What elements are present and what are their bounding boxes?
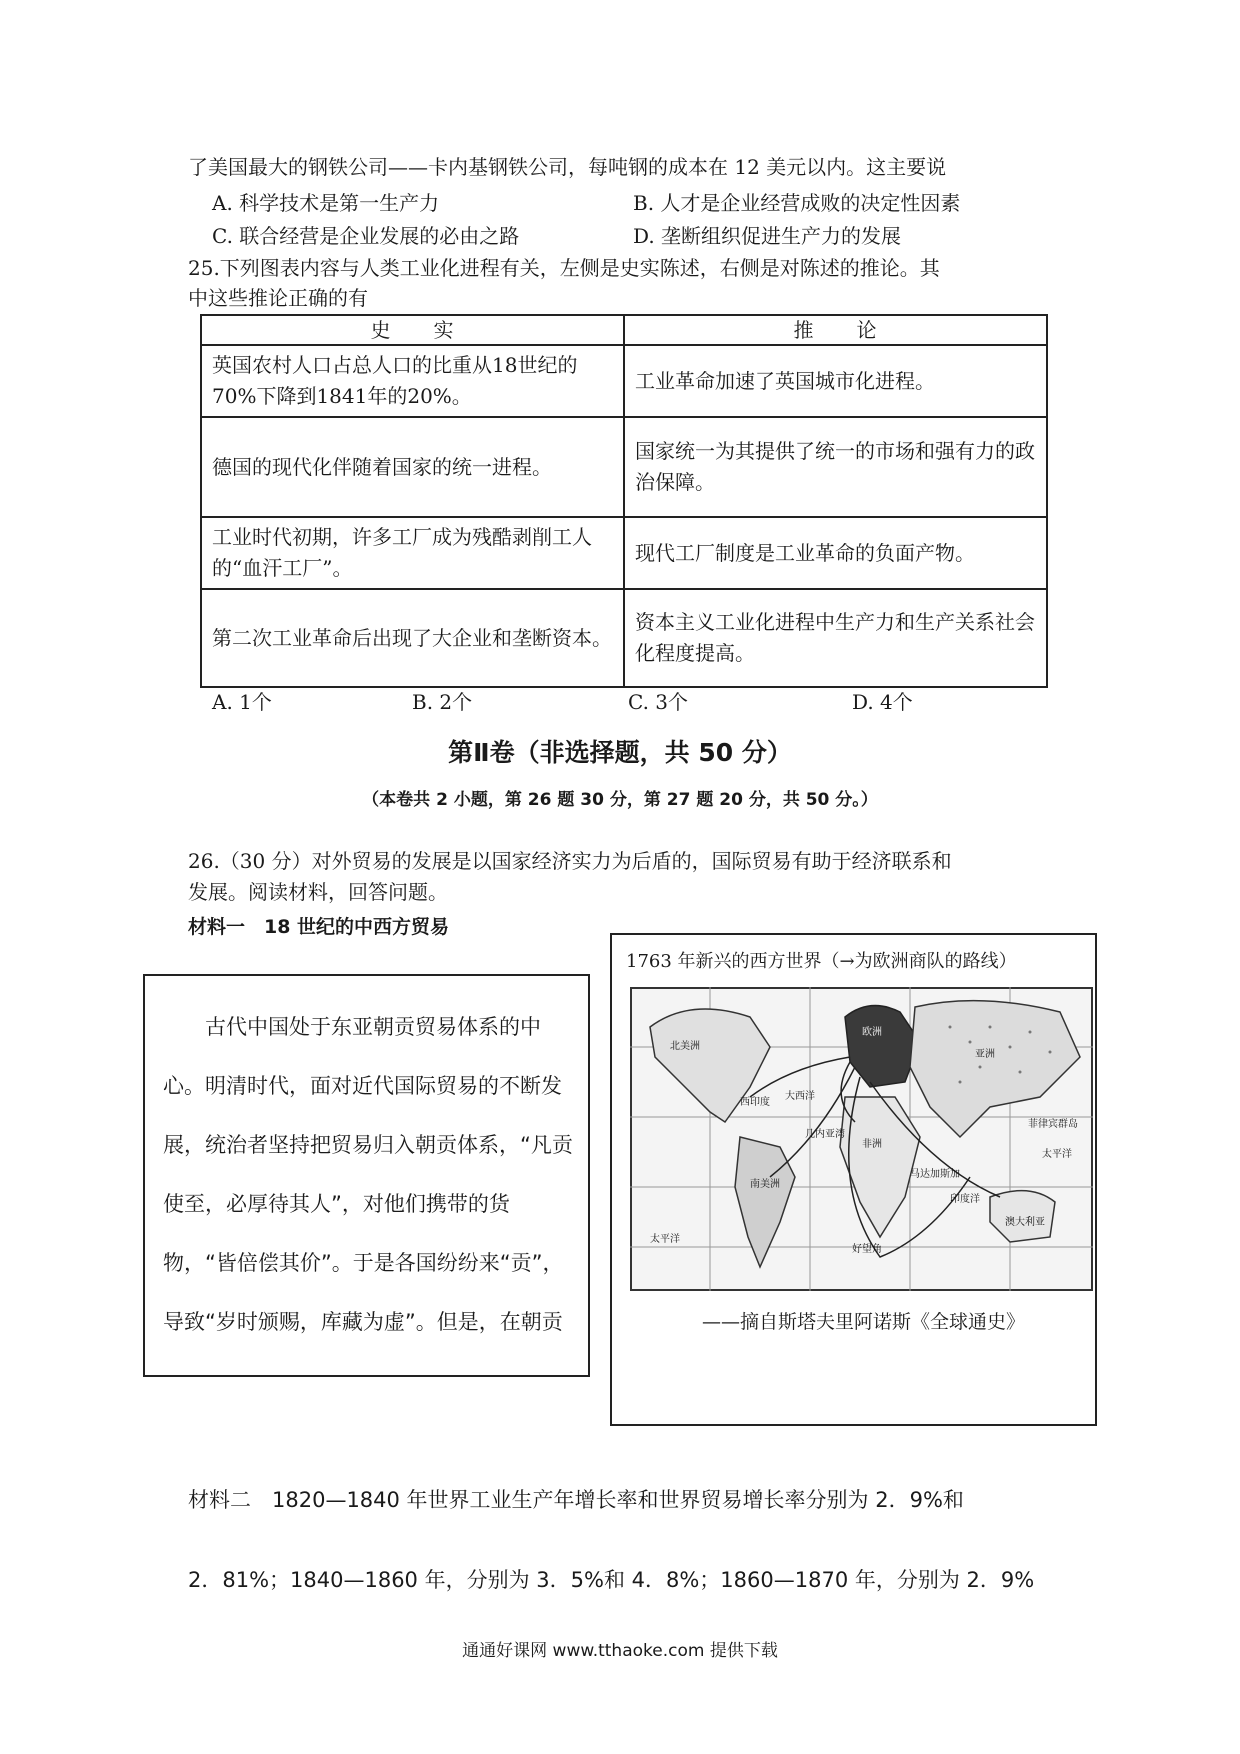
- fact-cell: 德国的现代化伴随着国家的统一进程。: [201, 417, 624, 517]
- q26-stem-line1: 26.（30 分）对外贸易的发展是以国家经济实力为后盾的，国际贸易有助于经济联系和: [188, 849, 952, 873]
- map-label-asia: 亚洲: [975, 1049, 995, 1060]
- inference-cell: 国家统一为其提供了统一的市场和强有力的政治保障。: [624, 417, 1047, 517]
- material1-text-box: [143, 974, 590, 1377]
- table-row: [201, 589, 1047, 687]
- map-figure-box: [610, 933, 1097, 1426]
- world-map-image: [630, 987, 1093, 1291]
- q24-option-b: B. 人才是企业经营成败的决定性因素: [633, 191, 961, 215]
- map-label-pacific-right: 太平洋: [1042, 1149, 1072, 1160]
- q25-stem-line2: 中这些推论正确的有: [188, 286, 368, 310]
- q24-stem-tail: 了美国最大的钢铁公司——卡内基钢铁公司，每吨钢的成本在 12 美元以内。这主要说: [188, 155, 947, 179]
- map-label-cape: 好望角: [852, 1244, 882, 1255]
- q24-option-c: C. 联合经营是企业发展的必由之路: [212, 224, 520, 248]
- q25-option-c: C. 3个: [628, 690, 689, 714]
- header-inference: 推 论: [624, 315, 1047, 345]
- map-label-south-america: 南美洲: [750, 1179, 780, 1190]
- fact-cell: 工业时代初期，许多工厂成为残酷剥削工人的“血汗工厂”。: [201, 517, 624, 589]
- inference-cell: 现代工厂制度是工业革命的负面产物。: [624, 517, 1047, 589]
- table-row: [201, 517, 1047, 589]
- map-label-pacific-left: 太平洋: [650, 1234, 680, 1245]
- fact-cell: 英国农村人口占总人口的比重从18世纪的70%下降到1841年的20%。: [201, 345, 624, 417]
- footer-download-note: 通通好课网 www.tthaoke.com 提供下载: [462, 1641, 778, 1661]
- map-label-philippines: 菲律宾群岛: [1028, 1119, 1078, 1130]
- map-label-australia: 澳大利亚: [1005, 1217, 1045, 1228]
- section-subtitle: （本卷共 2 小题，第 26 题 30 分，第 27 题 20 分，共 50 分。）: [362, 790, 878, 810]
- fact-cell: 第二次工业革命后出现了大企业和垄断资本。: [201, 589, 624, 687]
- q24-option-d: D. 垄断组织促进生产力的发展: [633, 224, 902, 248]
- q26-stem-line2: 发展。阅读材料，回答问题。: [188, 880, 448, 904]
- facts-inference-table: [200, 314, 1048, 688]
- inference-cell: 资本主义工业化进程中生产力和生产关系社会化程度提高。: [624, 589, 1047, 687]
- q24-option-a: A. 科学技术是第一生产力: [212, 191, 440, 215]
- q25-stem-line1: 25.下列图表内容与人类工业化进程有关，左侧是史实陈述，右侧是对陈述的推论。其: [188, 256, 940, 280]
- q25-option-a: A. 1个: [212, 690, 272, 714]
- inference-cell: 工业革命加速了英国城市化进程。: [624, 345, 1047, 417]
- map-label-caribbean: 西印度: [740, 1097, 770, 1108]
- material1-text: 古代中国处于东亚朝贡贸易体系的中心。明清时代，面对近代国际贸易的不断发展，统治者坚持把贸易归入朝贡体系，“凡贡使至，必厚待其人”，对他们携带的货物，“皆倍偿其价”。于是各国纷纷来“贡”，导致“岁时颁赐，库藏为虚”。但是，在朝贡: [163, 1015, 573, 1334]
- table-header-row: [201, 315, 1047, 345]
- map-label-europe: 欧洲: [862, 1027, 882, 1038]
- q25-option-b: B. 2个: [412, 690, 473, 714]
- table-row: [201, 417, 1047, 517]
- map-label-atlantic: 大西洋: [785, 1091, 815, 1102]
- section-title: 第Ⅱ卷（非选择题，共 50 分）: [448, 738, 792, 767]
- material2-line1: [188, 1485, 964, 1515]
- material1-heading: 材料一 18 世纪的中西方贸易: [188, 916, 450, 938]
- map-caption: 1763 年新兴的西方世界（→为欧洲商队的路线）: [626, 951, 1017, 972]
- material2-line2: 2．81%；1840—1860 年，分别为 3．5%和 4．8%；1860—1870 年，分别为 2．9%: [188, 1568, 1035, 1592]
- map-source: ——摘自斯塔夫里阿诺斯《全球通史》: [702, 1311, 1026, 1333]
- map-label-madagascar: 马达加斯加: [910, 1169, 960, 1180]
- map-label-north-america: 北美洲: [670, 1041, 700, 1052]
- table-row: [201, 345, 1047, 417]
- q25-option-d: D. 4个: [852, 690, 913, 714]
- header-fact: 史 实: [201, 315, 624, 345]
- map-label-indian-ocean: 印度洋: [950, 1194, 980, 1205]
- map-label-africa: 非洲: [862, 1139, 882, 1150]
- material2-line1-text: 材料二 1820—1840 年世界工业生产年增长率和世界贸易增长率分别为 2．9%和: [188, 1488, 964, 1512]
- map-label-guinea: 几内亚湾: [805, 1129, 845, 1140]
